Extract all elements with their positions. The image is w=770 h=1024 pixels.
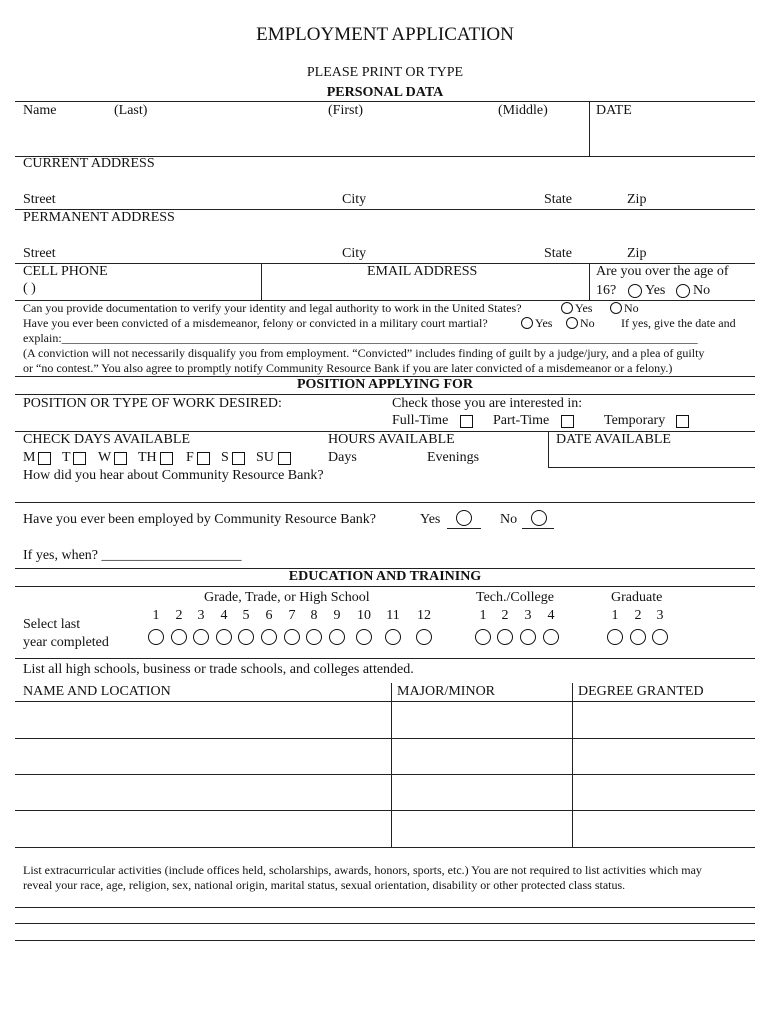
graduate-heading: Graduate <box>611 590 663 605</box>
tech-year-radio[interactable] <box>520 629 536 645</box>
documentation-no-radio[interactable] <box>610 302 622 314</box>
school-row-line[interactable] <box>15 810 755 811</box>
day-label-w: W <box>98 450 112 465</box>
grade-year-number: 9 <box>333 608 341 623</box>
year-completed-label: year completed <box>23 635 109 650</box>
tech-year-number: 3 <box>524 608 532 623</box>
employed-yes-label: Yes <box>420 512 441 527</box>
extracurricular-line[interactable] <box>15 907 755 908</box>
age-yes-radio[interactable] <box>628 284 642 298</box>
divider <box>572 683 573 847</box>
extracurricular-line[interactable] <box>15 940 755 941</box>
grade-year-radio[interactable] <box>329 629 345 645</box>
day-checkbox-th[interactable] <box>160 452 173 465</box>
age-no-label: No <box>693 283 711 298</box>
tech-year-radio[interactable] <box>475 629 491 645</box>
zip-label: Zip <box>627 246 647 261</box>
city-label: City <box>342 246 367 261</box>
grade-year-radio[interactable] <box>193 629 209 645</box>
grade-year-number: 10 <box>357 608 371 623</box>
grade-year-number: 6 <box>265 608 273 623</box>
temporary-checkbox[interactable] <box>676 415 689 428</box>
grade-year-number: 7 <box>288 608 296 623</box>
part-time-checkbox[interactable] <box>561 415 574 428</box>
documentation-yes-radio[interactable] <box>561 302 573 314</box>
street-label: Street <box>23 192 56 207</box>
middle-name-label: (Middle) <box>498 103 548 118</box>
school-row-line[interactable] <box>15 738 755 739</box>
grade-year-radio[interactable] <box>356 629 372 645</box>
conviction-yes-radio[interactable] <box>521 317 533 329</box>
last-name-label: (Last) <box>114 103 148 118</box>
divider <box>391 683 392 847</box>
date-available-label: DATE AVAILABLE <box>556 432 671 447</box>
part-time-label: Part-Time <box>493 413 550 428</box>
graduate-year-number: 1 <box>611 608 619 623</box>
cell-phone-label: CELL PHONE <box>23 264 108 279</box>
divider <box>15 394 755 395</box>
grade-year-number: 12 <box>417 608 431 623</box>
graduate-year-number: 3 <box>656 608 664 623</box>
state-label: State <box>544 192 572 207</box>
graduate-year-radio[interactable] <box>652 629 668 645</box>
employed-yes-underline <box>447 528 481 529</box>
grade-year-number: 4 <box>220 608 228 623</box>
grade-year-number: 2 <box>175 608 183 623</box>
age-question-line2: 16? <box>596 283 617 298</box>
day-checkbox-f[interactable] <box>197 452 210 465</box>
state-label: State <box>544 246 572 261</box>
grade-year-radio[interactable] <box>284 629 300 645</box>
conviction-explain-field[interactable]: explain:__________________________________________________________________________________________________________ <box>23 331 698 345</box>
position-heading: POSITION APPLYING FOR <box>296 377 474 392</box>
tech-year-number: 4 <box>547 608 555 623</box>
tech-year-number: 2 <box>501 608 509 623</box>
day-label-m: M <box>23 450 36 465</box>
employed-question: Have you ever been employed by Community Resource Bank? <box>23 512 377 527</box>
grade-year-number: 3 <box>197 608 205 623</box>
hours-available-label: HOURS AVAILABLE <box>328 432 455 447</box>
grade-year-number: 5 <box>242 608 250 623</box>
graduate-year-number: 2 <box>634 608 642 623</box>
name-label: Name <box>23 103 57 118</box>
education-heading: EDUCATION AND TRAINING <box>288 569 482 584</box>
permanent-address-label: PERMANENT ADDRESS <box>23 210 175 225</box>
grade-year-radio[interactable] <box>216 629 232 645</box>
graduate-year-radio[interactable] <box>630 629 646 645</box>
documentation-question: Can you provide documentation to verify your identity and legal authority to work in the United States? <box>23 301 522 315</box>
divider <box>589 263 590 300</box>
if-yes-when-field[interactable]: If yes, when? ____________________ <box>23 548 242 563</box>
schools-instruction: List all high schools, business or trade schools, and colleges attended. <box>23 662 414 677</box>
conviction-note-line2: or “no contest.” You also agree to promptly notify Community Resource Bank if you are later convicted of a misdemeanor or a felony.) <box>23 361 673 375</box>
age-question-line1: Are you over the age of <box>596 264 729 279</box>
position-desired-label: POSITION OR TYPE OF WORK DESIRED: <box>23 396 282 411</box>
cell-phone-area-code[interactable]: ( ) <box>23 281 36 296</box>
grade-year-radio[interactable] <box>238 629 254 645</box>
city-label: City <box>342 192 367 207</box>
personal-data-heading: PERSONAL DATA <box>326 85 444 100</box>
tech-year-radio[interactable] <box>543 629 559 645</box>
extracurricular-line[interactable] <box>15 923 755 924</box>
divider <box>548 431 549 467</box>
grade-year-radio[interactable] <box>385 629 401 645</box>
divider <box>15 701 755 702</box>
page-title: EMPLOYMENT APPLICATION <box>256 24 514 45</box>
grade-year-number: 11 <box>386 608 400 623</box>
extracurricular-instruction-line2: reveal your race, age, religion, sex, national origin, marital status, sexual orientation, disability or other protected class status. <box>23 878 626 892</box>
divider <box>589 101 590 156</box>
employed-no-underline <box>522 528 554 529</box>
divider <box>548 467 755 468</box>
conviction-follow-up: If yes, give the date and <box>621 316 736 330</box>
divider <box>261 263 262 300</box>
day-label-s: S <box>221 450 229 465</box>
grade-year-radio[interactable] <box>416 629 432 645</box>
grade-year-radio[interactable] <box>171 629 187 645</box>
col-major-minor: MAJOR/MINOR <box>397 684 496 699</box>
school-row-line[interactable] <box>15 847 755 848</box>
col-degree-granted: DEGREE GRANTED <box>578 684 704 699</box>
grade-year-radio[interactable] <box>148 629 164 645</box>
day-checkbox-s[interactable] <box>232 452 245 465</box>
grade-year-number: 8 <box>310 608 318 623</box>
check-days-label: CHECK DAYS AVAILABLE <box>23 432 190 447</box>
referral-answer-line[interactable] <box>15 502 755 503</box>
grade-year-radio[interactable] <box>261 629 277 645</box>
day-label-su: SU <box>256 450 274 465</box>
hours-days-label: Days <box>328 450 357 465</box>
tech-college-heading: Tech./College <box>476 590 554 605</box>
date-label: DATE <box>596 103 632 118</box>
divider <box>15 586 755 587</box>
conviction-no-label: No <box>580 316 595 330</box>
current-address-label: CURRENT ADDRESS <box>23 156 155 171</box>
school-row-line[interactable] <box>15 774 755 775</box>
temporary-label: Temporary <box>604 413 666 428</box>
full-time-label: Full-Time <box>392 413 449 428</box>
grade-year-number: 1 <box>152 608 160 623</box>
documentation-no-label: No <box>624 301 639 315</box>
day-checkbox-t[interactable] <box>73 452 86 465</box>
first-name-label: (First) <box>328 103 363 118</box>
zip-label: Zip <box>627 192 647 207</box>
conviction-question: Have you ever been convicted of a misdemeanor, felony or convicted in a military court martial? <box>23 316 488 330</box>
employed-no-label: No <box>500 512 518 527</box>
street-label: Street <box>23 246 56 261</box>
select-last-label: Select last <box>23 617 81 632</box>
tech-year-number: 1 <box>479 608 487 623</box>
divider <box>15 658 755 659</box>
email-label: EMAIL ADDRESS <box>367 264 478 279</box>
conviction-note-line1: (A conviction will not necessarily disqualify you from employment. “Convicted” includes finding of guilt by a judge/jury, and a plea of guilty <box>23 346 705 360</box>
age-yes-label: Yes <box>645 283 666 298</box>
interest-instruction: Check those you are interested in: <box>392 396 583 411</box>
age-no-radio[interactable] <box>676 284 690 298</box>
conviction-no-radio[interactable] <box>566 317 578 329</box>
day-label-t: T <box>62 450 71 465</box>
day-checkbox-w[interactable] <box>114 452 127 465</box>
employed-yes-radio[interactable] <box>456 510 472 526</box>
day-label-f: F <box>186 450 194 465</box>
referral-question: How did you hear about Community Resource Bank? <box>23 468 324 483</box>
col-name-location: NAME AND LOCATION <box>23 684 171 699</box>
day-label-th: TH <box>138 450 157 465</box>
documentation-yes-label: Yes <box>575 301 593 315</box>
day-checkbox-m[interactable] <box>38 452 51 465</box>
grade-school-heading: Grade, Trade, or High School <box>204 590 370 605</box>
grade-year-radio[interactable] <box>306 629 322 645</box>
employed-no-radio[interactable] <box>531 510 547 526</box>
divider <box>15 101 755 102</box>
print-note: PLEASE PRINT OR TYPE <box>306 65 464 80</box>
hours-evenings-label: Evenings <box>427 450 480 465</box>
graduate-year-radio[interactable] <box>607 629 623 645</box>
conviction-yes-label: Yes <box>535 316 553 330</box>
tech-year-radio[interactable] <box>497 629 513 645</box>
full-time-checkbox[interactable] <box>460 415 473 428</box>
day-checkbox-su[interactable] <box>278 452 291 465</box>
extracurricular-instruction-line1: List extracurricular activities (include offices held, scholarships, awards, honors, sports, etc.) You are not required to list activities which may <box>23 863 702 877</box>
